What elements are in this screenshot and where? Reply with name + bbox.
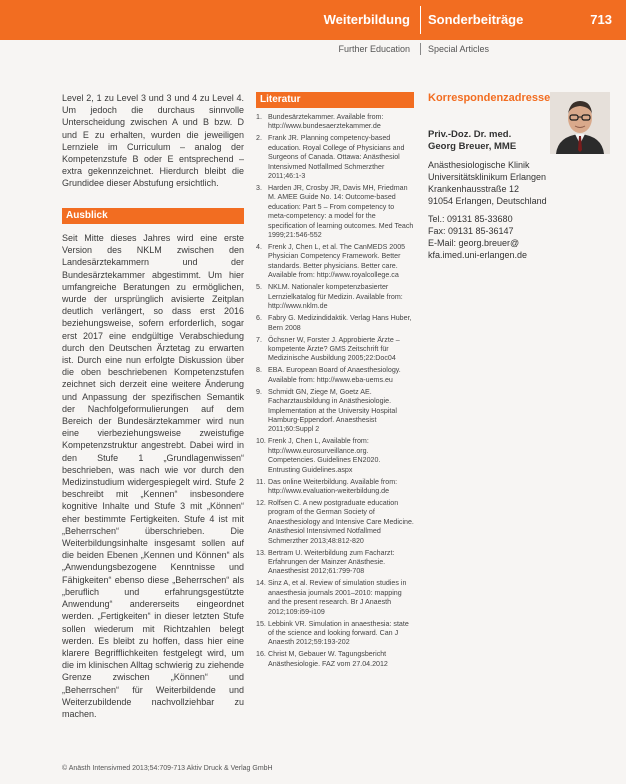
literature-number: 12. — [256, 498, 266, 507]
literature-item — [256, 620, 414, 648]
correspondence-title: Korrespondenzadresse — [428, 92, 551, 104]
literature-text: Frenk J, Chen L, et al. The CanMEDS 2005 Physician Competency Framework. Better standards. Better physicians. Better care. Available from: http://www.royalcollege.ca — [268, 243, 406, 280]
literature-text: Fabry G. Medizindidaktik. Verlag Hans Huber, Bern 2008 — [268, 314, 412, 332]
header-section-de-right: Sonderbeiträge — [428, 12, 524, 27]
subheader-divider — [420, 43, 421, 55]
literature-number: 14. — [256, 579, 266, 588]
literature-text: Schmidt GN, Ziege M, Goetz AE. Facharztausbildung in Anästhesiologie. Implementation at the University Hospital Hamburg-Eppendorf. Anaesthesist 2011;60:Suppl 2 — [268, 387, 397, 434]
address-line: Universitätsklinikum Erlangen — [428, 172, 547, 182]
header-section-en-right: Special Articles — [428, 44, 490, 54]
literature-text: Öchsner W, Forster J. Approbierte Ärzte – kompetente Ärzte? GMS Zeitschrift für Medizinische Ausbildung 2005;22:Doc04 — [268, 335, 400, 363]
literature-number: 5. — [256, 283, 262, 292]
address-line: Anästhesiologische Klinik — [428, 160, 530, 170]
literature-item — [256, 388, 414, 435]
literature-text: Lebbink VR. Simulation in anaesthesia: state of the science and looking forward. Can J Anaesth 2012;59:193-202 — [268, 619, 409, 647]
literature-item — [256, 549, 414, 577]
footer: © Anästh Intensivmed 2013;54:709-713 Aktiv Druck & Verlag GmbH — [62, 765, 273, 772]
literature-number: 1. — [256, 113, 262, 121]
email-line1[interactable]: E-Mail: georg.breuer@ — [428, 238, 520, 248]
literature-text: Harden JR, Crosby JR, Davis MH, Friedman M. AMEE Guide No. 14: Outcome-based education: Part 5 – From competency to meta-competency: a model for the specification of learning outcomes. Med Teach 1999;21:546-552 — [268, 184, 414, 240]
intro-text: Level 2, 1 zu Level 3 und 3 und 4 zu Level 4. Um jedoch die durchaus sinnvolle Unterscheidung zwischen A und B bzw. D und E zu erhalten, wurden die jeweiligen Lernziele im Curriculum – analog der Kompetenzstufe B oder E entsprechend – extra gekennzeichnet. Hierdurch bleibt die Grundidee dieser Abstufung ersichtlich. — [62, 93, 244, 189]
literature-item — [256, 336, 414, 364]
section-heading: Ausblick — [62, 208, 244, 224]
header-section-de: Weiterbildung — [323, 12, 410, 27]
literature-text: EBA. European Board of Anaesthesiology. Available from: http://www.eba-uems.eu — [268, 366, 401, 384]
address-line: 91054 Erlangen, Deutschland — [428, 196, 547, 206]
author-name-line1: Priv.-Doz. Dr. med. — [428, 129, 512, 140]
page-number: 713 — [590, 12, 612, 27]
literature-number: 2. — [256, 134, 262, 143]
intro-paragraph — [62, 92, 244, 198]
author-address — [428, 159, 614, 261]
address-line: Krankenhausstraße 12 — [428, 184, 520, 194]
header-bar — [0, 0, 626, 40]
literature-number: 8. — [256, 366, 262, 375]
literature-text: NKLM. Nationaler kompetenzbasierter Lernzielkatalog für Medizin. Available from: http://www.nklm.de — [268, 283, 403, 311]
literature-item — [256, 283, 414, 311]
literature-item — [256, 314, 414, 333]
literature-item — [256, 113, 414, 132]
literature-number: 10. — [256, 437, 266, 446]
literature-text: Christ M, Gebauer W. Tagungsbericht Anästhesiologie. FAZ vom 27.04.2012 — [268, 650, 388, 668]
header-divider — [420, 6, 421, 34]
literature-number: 9. — [256, 387, 262, 396]
correspondence-box — [428, 92, 614, 261]
literature-text: Bundesärztekammer. Available from: http://www.bundesaerztekammer.de — [268, 113, 384, 131]
literature-item — [256, 650, 414, 669]
literature-number: 15. — [256, 619, 266, 628]
literature-item — [256, 579, 414, 617]
outlook-text: Seit Mitte dieses Jahres wird eine erste Version des NKLM zwischen den Landesärztekammern und der Bundesärztekammer abgestimmt. Um hier umfangreiche Beratungen zu ermöglichen, wurde der ursprünglich avisierte Zeitplan deutlich verlängert, so dass erst 2016 beziehungsweise, sofern erforderlich, sogar erst 2017 eine endgültige Verabschiedung durch den Deutschen Ärztetag zu erwarten ist. Durch eine nun erfolgte Diskussion über die oben beschriebenen Kompetenzstufen zeichnet sich derzeit eine weitere Änderung und Anpassung der spezifischen Semantik der Nachfolgeformulierungen auf dem Bereich der Bundesärztekammer wird nun eine vierbeziehungsweise zweistufige Kompetenzstruktur angestrebt. Dabei wird in den Stufe 1 „Grundlagenwissen“ beschrieben, was nach wie vor durch den Medizinstudium widergespiegelt wird. Stufe 2 beschreibt mit „Kennen“ insbesondere kognitive Inhalte und Stufe 3 mit „Können“ eher bestimmte Fertigkeiten. Stufe 4 ist mit „Beherrschen“ überschrieben. Die Weiterbildungsinhalte insgesamt sollen auf die beiden Ebenen „Kennen und Können“ als „Anwendungsbezogene Kenntnisse und Fähigkeiten“ ebenso diese „Beherrschen“ als „beruflich und erfahrungsgestützte Anwendung“ andererseits eingeordnet werden. „Fertigkeiten“ in dieser letzten Stufe sollen wiederum mit Richtzahlen belegt werden. Es bleibt zu hoffen, dass hier eine klarere Begrifflichkeiten festgelegt wird, um die im klinischen Alltag schwierig zu ziehende Grenze zwischen „Können“ und „Beherrschen“ für Weiterbildende und Weiterzubildende nachvollziehbar zu machen. — [62, 233, 244, 719]
literature-number: 3. — [256, 184, 262, 193]
literature-text: Rolfsen C. A new postgraduate education program of the German Society of Anaesthesiology and Intensive Care Medicine. Anästhesiol Intensivmed Notfallmed Schmerzther 2013;48:812-820 — [268, 498, 414, 545]
literature-item — [256, 478, 414, 497]
author-photo — [550, 92, 610, 154]
literature-number: 7. — [256, 335, 262, 344]
literature-number: 13. — [256, 548, 266, 557]
literature-number: 4. — [256, 243, 262, 252]
literature-text: Frenk J, Chen L, Available from: http://www.eurosurveillance.org. Competencies. Guidelines EN2020. Entrusting Guidelines.aspx — [268, 437, 381, 474]
literature-item — [256, 366, 414, 385]
literature-text: Frank JR. Planning competency-based education. Royal College of Physicians and Surgeons of Canada. Ottawa: Anästhesiol Intensivmed Notfallmed Schmerzther 2011;46:1-3 — [268, 134, 405, 181]
literature-number: 16. — [256, 650, 266, 659]
fax: Fax: 09131 85-36147 — [428, 226, 514, 236]
literature-item — [256, 499, 414, 546]
literature-number: 6. — [256, 314, 262, 323]
email-line2[interactable]: kfa.imed.uni-erlangen.de — [428, 250, 528, 260]
outlook-paragraph — [62, 232, 244, 720]
header-section-en: Further Education — [338, 44, 410, 54]
literature-heading: Literatur — [256, 92, 414, 108]
literature-list — [256, 113, 414, 672]
literature-item — [256, 243, 414, 281]
literature-text: Das online Weiterbildung. Available from: http://www.evaluation-weiterbildung.de — [268, 477, 398, 495]
literature-number: 11. — [256, 477, 266, 486]
author-name-line2: Georg Breuer, MME — [428, 141, 517, 152]
literature-text: Bertram U. Weiterbildung zum Facharzt: Erfahrungen der Mainzer Anästhesie. Anaesthesist 2012;61:799-708 — [268, 548, 395, 576]
literature-item — [256, 184, 414, 240]
literature-item — [256, 134, 414, 181]
literature-item — [256, 437, 414, 475]
literature-text: Sinz A, et al. Review of simulation studies in anaesthesia journals 2001–2010: mapping and the present research. Br J Anaesth 2012;109:i59-i109 — [268, 579, 407, 616]
phone: Tel.: 09131 85-33680 — [428, 214, 513, 224]
